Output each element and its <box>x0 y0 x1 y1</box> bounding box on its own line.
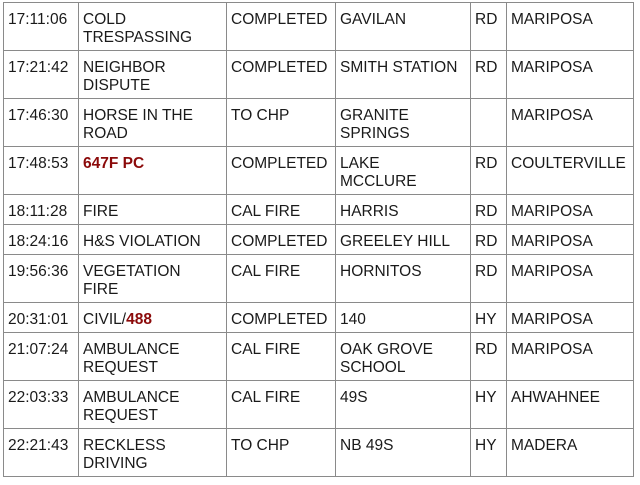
call-type-cell <box>79 225 227 255</box>
location-cell <box>336 3 471 51</box>
location-line: SMITH STATION <box>340 59 458 76</box>
location-cell <box>336 51 471 99</box>
status-cell: COMPLETED <box>227 51 336 99</box>
status-cell: COMPLETED <box>227 303 336 333</box>
call-log-table <box>3 2 634 477</box>
time-cell: 17:21:42 <box>4 51 79 99</box>
call-type-line: HORSE IN THE <box>83 107 193 124</box>
table-row <box>4 333 634 381</box>
city-cell: MADERA <box>507 429 634 477</box>
time-cell: 22:21:43 <box>4 429 79 477</box>
location-cell <box>336 147 471 195</box>
call-type-line: AMBULANCE <box>83 341 180 358</box>
road-suffix-cell: RD <box>471 3 507 51</box>
city-cell: MARIPOSA <box>507 195 634 225</box>
call-type-cell <box>79 255 227 303</box>
road-suffix-cell: RD <box>471 333 507 381</box>
city-cell: COULTERVILLE <box>507 147 634 195</box>
call-type-line: VEGETATION <box>83 263 181 280</box>
city-cell: AHWAHNEE <box>507 381 634 429</box>
call-type-line: COLD <box>83 11 127 28</box>
call-type-cell <box>79 381 227 429</box>
call-type-line: AMBULANCE <box>83 389 180 406</box>
call-type-cell <box>79 147 227 195</box>
location-line: LAKE <box>340 155 380 172</box>
status-cell: COMPLETED <box>227 3 336 51</box>
location-cell <box>336 99 471 147</box>
table-row <box>4 303 634 333</box>
road-suffix-cell: RD <box>471 225 507 255</box>
road-suffix-cell: HY <box>471 303 507 333</box>
call-type-line: DRIVING <box>83 455 148 472</box>
penal-code: 488 <box>126 311 152 328</box>
location-line: MCCLURE <box>340 173 417 190</box>
location-cell <box>336 333 471 381</box>
city-cell: MARIPOSA <box>507 3 634 51</box>
status-cell: CAL FIRE <box>227 333 336 381</box>
table-row <box>4 51 634 99</box>
location-line: 140 <box>340 311 366 328</box>
road-suffix-cell <box>471 99 507 147</box>
location-line: 49S <box>340 389 368 406</box>
location-cell <box>336 429 471 477</box>
call-type-line: DISPUTE <box>83 77 151 94</box>
city-cell: MARIPOSA <box>507 225 634 255</box>
time-cell: 17:48:53 <box>4 147 79 195</box>
penal-code: 647F PC <box>83 155 145 172</box>
road-suffix-cell: HY <box>471 429 507 477</box>
location-line: HORNITOS <box>340 263 422 280</box>
table-row <box>4 429 634 477</box>
status-cell: COMPLETED <box>227 147 336 195</box>
call-type-cell <box>79 303 227 333</box>
table-row <box>4 3 634 51</box>
call-type-line: RECKLESS <box>83 437 166 454</box>
city-cell: MARIPOSA <box>507 333 634 381</box>
call-type-cell <box>79 429 227 477</box>
table-row <box>4 147 634 195</box>
call-type-line: FIRE <box>83 281 119 298</box>
location-line: SPRINGS <box>340 125 410 142</box>
city-cell: MARIPOSA <box>507 303 634 333</box>
table-row <box>4 99 634 147</box>
city-cell: MARIPOSA <box>507 255 634 303</box>
time-cell: 17:46:30 <box>4 99 79 147</box>
location-line: GRANITE <box>340 107 409 124</box>
time-cell: 19:56:36 <box>4 255 79 303</box>
call-type-line: TRESPASSING <box>83 29 193 46</box>
call-type-cell <box>79 99 227 147</box>
location-cell <box>336 303 471 333</box>
call-type-line: REQUEST <box>83 359 158 376</box>
status-cell: TO CHP <box>227 429 336 477</box>
location-cell <box>336 255 471 303</box>
location-cell <box>336 195 471 225</box>
location-line: NB 49S <box>340 437 394 454</box>
status-cell: CAL FIRE <box>227 255 336 303</box>
call-type-cell <box>79 333 227 381</box>
road-suffix-cell: RD <box>471 255 507 303</box>
city-cell: MARIPOSA <box>507 99 634 147</box>
call-type-line: ROAD <box>83 125 128 142</box>
status-cell: CAL FIRE <box>227 195 336 225</box>
call-type-cell <box>79 51 227 99</box>
road-suffix-cell: RD <box>471 147 507 195</box>
time-cell: 20:31:01 <box>4 303 79 333</box>
call-type-cell <box>79 3 227 51</box>
status-cell: TO CHP <box>227 99 336 147</box>
call-type-line: REQUEST <box>83 407 158 424</box>
table-row <box>4 225 634 255</box>
table-row <box>4 195 634 225</box>
location-cell <box>336 225 471 255</box>
status-cell: COMPLETED <box>227 225 336 255</box>
time-cell: 18:11:28 <box>4 195 79 225</box>
call-type-prefix: CIVIL/ <box>83 311 127 328</box>
table-row <box>4 381 634 429</box>
call-type-line: FIRE <box>83 203 119 220</box>
location-line: GREELEY HILL <box>340 233 450 250</box>
location-line: SCHOOL <box>340 359 406 376</box>
status-cell: CAL FIRE <box>227 381 336 429</box>
location-line: GAVILAN <box>340 11 407 28</box>
road-suffix-cell: RD <box>471 195 507 225</box>
city-cell: MARIPOSA <box>507 51 634 99</box>
call-type-line: H&S VIOLATION <box>83 233 201 250</box>
road-suffix-cell: RD <box>471 51 507 99</box>
call-type-cell <box>79 195 227 225</box>
time-cell: 18:24:16 <box>4 225 79 255</box>
location-line: OAK GROVE <box>340 341 434 358</box>
call-type-line: NEIGHBOR <box>83 59 166 76</box>
location-cell <box>336 381 471 429</box>
table-row <box>4 255 634 303</box>
time-cell: 21:07:24 <box>4 333 79 381</box>
time-cell: 17:11:06 <box>4 3 79 51</box>
road-suffix-cell: HY <box>471 381 507 429</box>
time-cell: 22:03:33 <box>4 381 79 429</box>
location-line: HARRIS <box>340 203 399 220</box>
